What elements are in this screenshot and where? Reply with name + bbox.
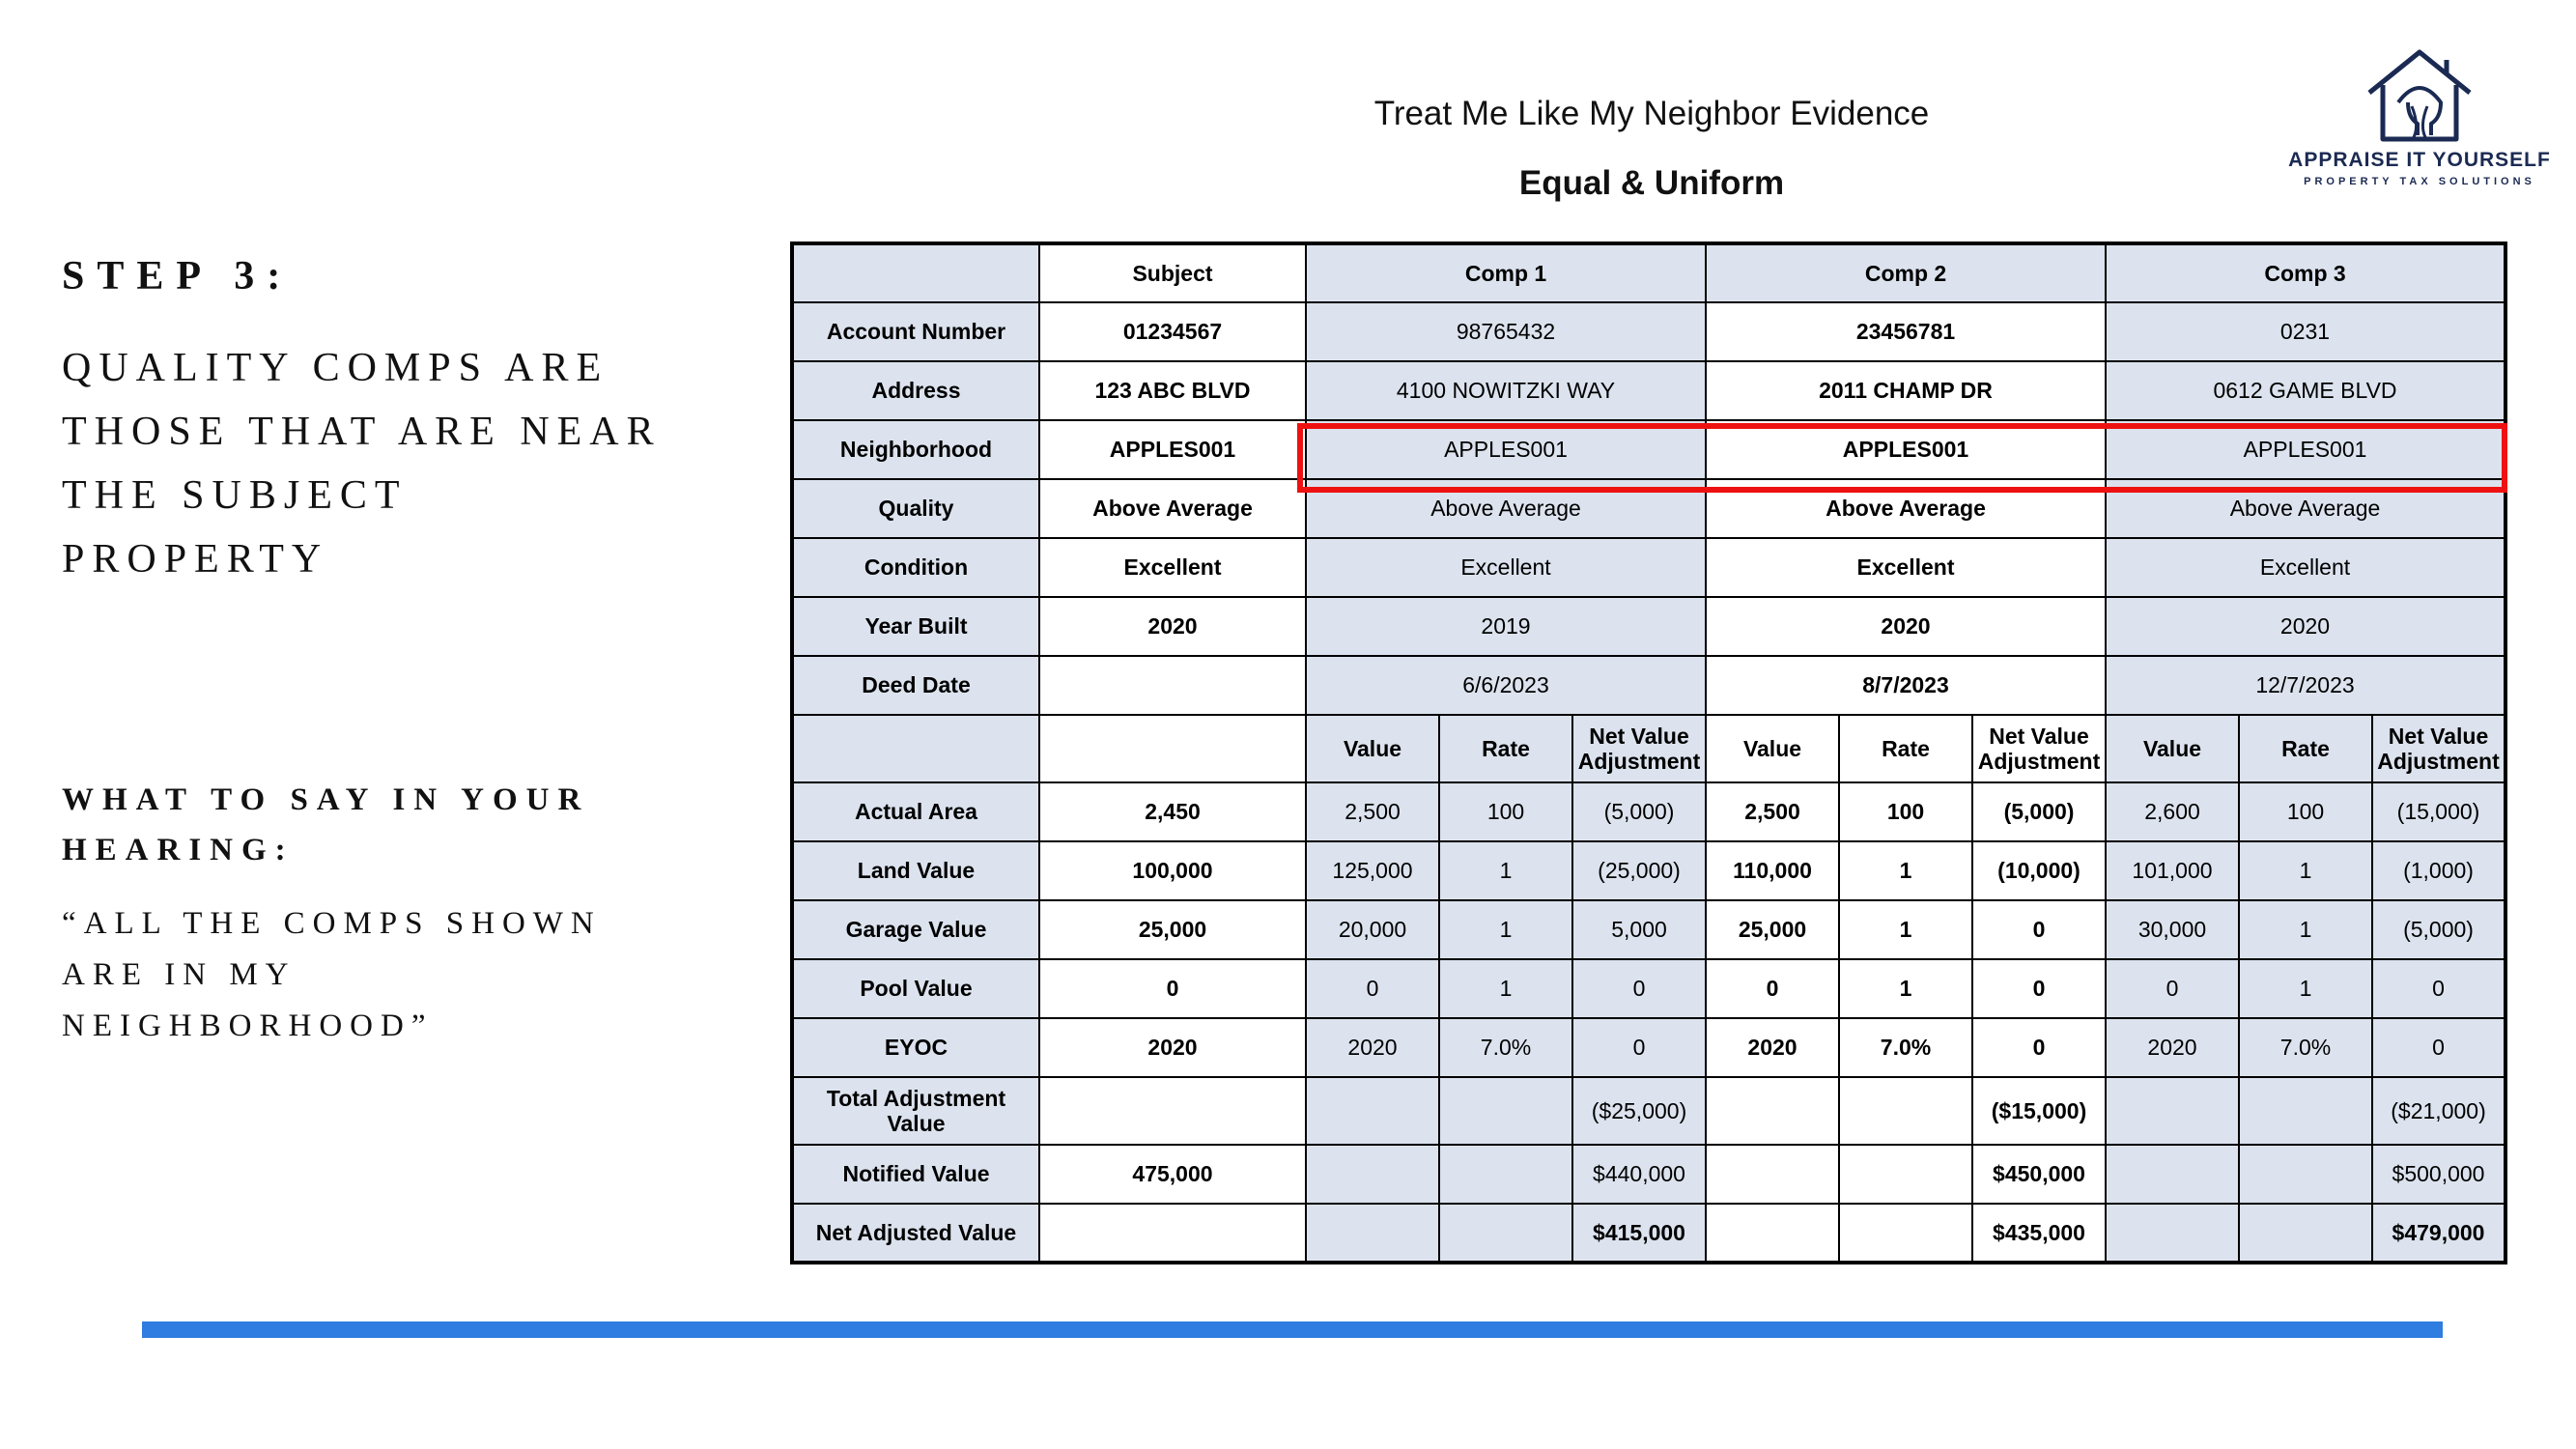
subject-cell: Excellent (1039, 538, 1306, 597)
comp2-cell: 23456781 (1706, 302, 2106, 361)
row-label: Total Adjustment Value (792, 1077, 1039, 1145)
comp1-notified-value: $440,000 (1572, 1145, 1706, 1204)
comp2-cell: Excellent (1706, 538, 2106, 597)
comp2-net: 0 (1972, 900, 2106, 959)
comp2-value: 2020 (1706, 1018, 1839, 1077)
comp1-total-adjustment: ($25,000) (1572, 1077, 1706, 1145)
table-row (792, 538, 2505, 597)
comp1-value: 0 (1306, 959, 1439, 1018)
net-adjustment-header: Net Value Adjustment (1972, 715, 2106, 782)
comp1-value: 2020 (1306, 1018, 1439, 1077)
comp1-net: (5,000) (1572, 782, 1706, 841)
accent-bar (142, 1321, 2443, 1338)
comp1-cell: 98765432 (1306, 302, 1706, 361)
comp1-rate: 1 (1439, 900, 1572, 959)
comp3-rate: 1 (2239, 959, 2372, 1018)
blank-cell (1439, 1145, 1572, 1204)
subject-cell: Above Average (1039, 479, 1306, 538)
blank-cell (2239, 1204, 2372, 1263)
comp1-net: 0 (1572, 1018, 1706, 1077)
house-elephant-icon (2275, 48, 2564, 145)
comp3-cell: 2020 (2106, 597, 2505, 656)
comp3-value: 30,000 (2106, 900, 2239, 959)
comp2-net-adjusted-value: $435,000 (1972, 1204, 2106, 1263)
row-label: Pool Value (792, 959, 1039, 1018)
comp1-header: Comp 1 (1306, 243, 1706, 302)
comp3-rate: 1 (2239, 900, 2372, 959)
comp3-net: 0 (2372, 959, 2505, 1018)
subject-cell (1039, 1077, 1306, 1145)
comp2-net: 0 (1972, 959, 2106, 1018)
comp1-value: 20,000 (1306, 900, 1439, 959)
subheader-row (792, 715, 2505, 782)
blank-cell (1439, 1077, 1572, 1145)
logo-tagline-text: PROPERTY TAX SOLUTIONS (2304, 176, 2535, 187)
blank-cell (1706, 1077, 1839, 1145)
subject-cell: 0 (1039, 959, 1306, 1018)
blank-cell (792, 715, 1039, 782)
comp3-cell: 12/7/2023 (2106, 656, 2505, 715)
comp1-rate: 100 (1439, 782, 1572, 841)
comp1-rate: 7.0% (1439, 1018, 1572, 1077)
subject-notified-value: 475,000 (1039, 1145, 1306, 1204)
comp1-value: 2,500 (1306, 782, 1439, 841)
blank-cell (2239, 1077, 2372, 1145)
subject-cell (1039, 656, 1306, 715)
comp2-notified-value: $450,000 (1972, 1145, 2106, 1204)
table-row (792, 656, 2505, 715)
comp2-cell: 2020 (1706, 597, 2106, 656)
comp1-cell: 2019 (1306, 597, 1706, 656)
table-row (792, 597, 2505, 656)
table-row (792, 782, 2505, 841)
row-label: Address (792, 361, 1039, 420)
comp3-total-adjustment: ($21,000) (2372, 1077, 2505, 1145)
comp2-rate: 100 (1839, 782, 1972, 841)
net-adjusted-row (792, 1204, 2505, 1263)
row-label: Condition (792, 538, 1039, 597)
corner-cell (792, 243, 1039, 302)
blank-cell (1306, 1204, 1439, 1263)
evidence-table (790, 242, 2507, 1264)
blank-cell (1039, 715, 1306, 782)
comp3-header: Comp 3 (2106, 243, 2505, 302)
comp3-value: 0 (2106, 959, 2239, 1018)
blank-cell (1306, 1077, 1439, 1145)
comp1-cell: Above Average (1306, 479, 1706, 538)
rate-header: Rate (1839, 715, 1972, 782)
subject-cell: 2020 (1039, 597, 1306, 656)
comp1-net: 5,000 (1572, 900, 1706, 959)
comp2-rate: 1 (1839, 841, 1972, 900)
total-adjustment-row (792, 1077, 2505, 1145)
comp2-net: (5,000) (1972, 782, 2106, 841)
blank-cell (1839, 1077, 1972, 1145)
row-label: Land Value (792, 841, 1039, 900)
comp3-net: 0 (2372, 1018, 2505, 1077)
comp3-rate: 1 (2239, 841, 2372, 900)
comp3-cell: Above Average (2106, 479, 2505, 538)
comp3-net: (1,000) (2372, 841, 2505, 900)
comp2-value: 2,500 (1706, 782, 1839, 841)
comp2-cell: Above Average (1706, 479, 2106, 538)
blank-cell (2106, 1077, 2239, 1145)
comp2-header: Comp 2 (1706, 243, 2106, 302)
comp1-net: 0 (1572, 959, 1706, 1018)
rate-header: Rate (2239, 715, 2372, 782)
comp1-rate: 1 (1439, 959, 1572, 1018)
comp3-value: 2,600 (2106, 782, 2239, 841)
subject-cell: 100,000 (1039, 841, 1306, 900)
row-label: Notified Value (792, 1145, 1039, 1204)
comp1-cell: 6/6/2023 (1306, 656, 1706, 715)
comp3-net: (15,000) (2372, 782, 2505, 841)
comp2-value: 110,000 (1706, 841, 1839, 900)
page-title: Treat Me Like My Neighbor Evidence (1373, 95, 1930, 132)
comp2-net: 0 (1972, 1018, 2106, 1077)
comp3-cell: 0231 (2106, 302, 2505, 361)
comp3-value: 2020 (2106, 1018, 2239, 1077)
what-to-say-heading: WHAT TO SAY IN YOUR HEARING: (62, 782, 590, 867)
value-header: Value (1706, 715, 1839, 782)
comp1-cell: Excellent (1306, 538, 1706, 597)
comp2-total-adjustment: ($15,000) (1972, 1077, 2106, 1145)
comp3-net: (5,000) (2372, 900, 2505, 959)
subject-cell: 2020 (1039, 1018, 1306, 1077)
net-adjustment-header: Net Value Adjustment (1572, 715, 1706, 782)
comp2-value: 0 (1706, 959, 1839, 1018)
comp3-rate: 100 (2239, 782, 2372, 841)
subject-cell: 2,450 (1039, 782, 1306, 841)
subject-cell: APPLES001 (1039, 420, 1306, 479)
subject-cell: 01234567 (1039, 302, 1306, 361)
table-row (792, 1018, 2505, 1077)
step-heading: STEP 3: (62, 254, 294, 298)
blank-cell (2106, 1145, 2239, 1204)
blank-cell (1706, 1204, 1839, 1263)
comp3-cell: Excellent (2106, 538, 2505, 597)
notified-value-row (792, 1145, 2505, 1204)
comp1-net: (25,000) (1572, 841, 1706, 900)
subject-cell: 25,000 (1039, 900, 1306, 959)
subject-cell: 123 ABC BLVD (1039, 361, 1306, 420)
row-label: Garage Value (792, 900, 1039, 959)
comp1-cell: APPLES001 (1306, 420, 1706, 479)
table-row (792, 900, 2505, 959)
table-row (792, 361, 2505, 420)
hearing-quote: “ALL THE COMPS SHOWN ARE IN MY NEIGHBORHOOD” (62, 906, 602, 1043)
row-label: EYOC (792, 1018, 1039, 1077)
value-header: Value (2106, 715, 2239, 782)
comp1-rate: 1 (1439, 841, 1572, 900)
blank-cell (1439, 1204, 1572, 1263)
comp3-net-adjusted-value: $479,000 (2372, 1204, 2505, 1263)
row-label: Deed Date (792, 656, 1039, 715)
comp1-cell: 4100 NOWITZKI WAY (1306, 361, 1706, 420)
comp2-net: (10,000) (1972, 841, 2106, 900)
blank-cell (1839, 1145, 1972, 1204)
comp2-rate: 7.0% (1839, 1018, 1972, 1077)
comp2-value: 25,000 (1706, 900, 1839, 959)
comp3-notified-value: $500,000 (2372, 1145, 2505, 1204)
blank-cell (1839, 1204, 1972, 1263)
blank-cell (2106, 1204, 2239, 1263)
page-subtitle: Equal & Uniform (1518, 164, 1785, 202)
comp3-cell: 0612 GAME BLVD (2106, 361, 2505, 420)
comp3-rate: 7.0% (2239, 1018, 2372, 1077)
quality-comps-text: QUALITY COMPS ARE THOSE THAT ARE NEAR THE SUBJECT PROPERTY (62, 346, 662, 582)
row-label: Actual Area (792, 782, 1039, 841)
row-label: Account Number (792, 302, 1039, 361)
comp2-rate: 1 (1839, 959, 1972, 1018)
logo (2275, 48, 2564, 203)
comp1-value: 125,000 (1306, 841, 1439, 900)
comp2-cell: APPLES001 (1706, 420, 2106, 479)
blank-cell (1306, 1145, 1439, 1204)
comp3-cell: APPLES001 (2106, 420, 2505, 479)
logo-brand-text: APPRAISE IT YOURSELF (2288, 149, 2551, 171)
comp2-rate: 1 (1839, 900, 1972, 959)
comp2-cell: 8/7/2023 (1706, 656, 2106, 715)
header-row (792, 243, 2505, 302)
value-header: Value (1306, 715, 1439, 782)
net-adjustment-header: Net Value Adjustment (2372, 715, 2505, 782)
row-label: Year Built (792, 597, 1039, 656)
blank-cell (2239, 1145, 2372, 1204)
neighborhood-highlight-box (1297, 423, 2507, 493)
subject-cell (1039, 1204, 1306, 1263)
comp2-cell: 2011 CHAMP DR (1706, 361, 2106, 420)
row-label: Net Adjusted Value (792, 1204, 1039, 1263)
comp1-net-adjusted-value: $415,000 (1572, 1204, 1706, 1263)
row-label: Quality (792, 479, 1039, 538)
rate-header: Rate (1439, 715, 1572, 782)
row-label: Neighborhood (792, 420, 1039, 479)
subject-header: Subject (1039, 243, 1306, 302)
comp3-value: 101,000 (2106, 841, 2239, 900)
table-row (792, 959, 2505, 1018)
table-row (792, 841, 2505, 900)
blank-cell (1706, 1145, 1839, 1204)
table-row (792, 302, 2505, 361)
